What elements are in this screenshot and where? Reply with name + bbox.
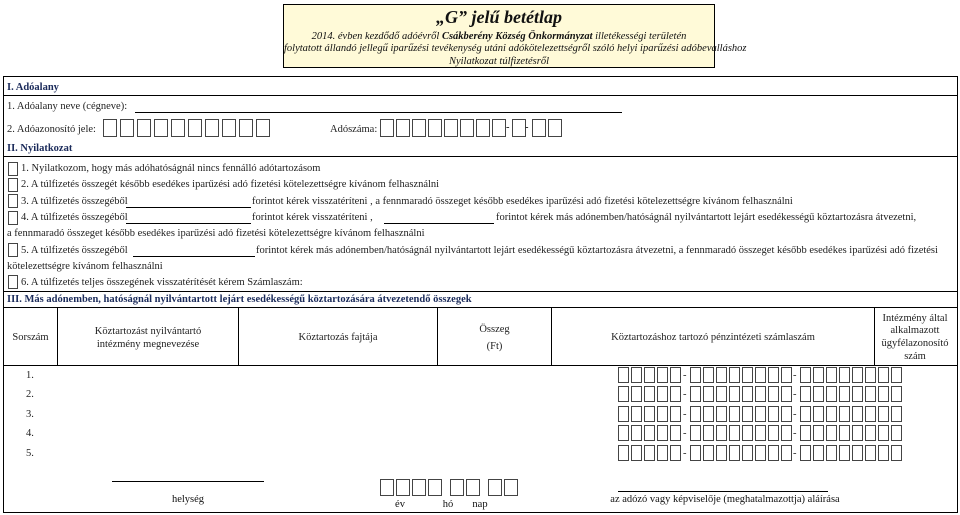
refund-amount-field[interactable] (126, 197, 251, 208)
declaration-4-text-b: forintot kérek visszatéríteni , (252, 212, 373, 223)
declaration-5-text-b: forintot kérek más adónemben/hatóságnál nyilvántartott lejárt esedékességű köztartozásra átvezetni, a fennmaradó összeget később esedékes iparűzési adó fizetési (256, 245, 938, 256)
col-header-account: Köztartozáshoz tartozó pénzintézeti számlaszám (611, 332, 815, 343)
day-label: nap (472, 499, 488, 510)
taxpayer-name-label: 1. Adóalany neve (cégneve): (7, 101, 128, 112)
account-dash: - (793, 448, 797, 459)
transfer-amount-field[interactable] (384, 213, 494, 224)
account-dash: - (793, 389, 797, 400)
table-header-bottom (4, 365, 958, 366)
divider (4, 95, 958, 96)
row-number: 5. (26, 448, 34, 459)
col-header-institution-1: Köztartozást nyilvántartó (94, 326, 202, 337)
header-line-3: Nyilatkozat túlfizetésről (448, 56, 550, 67)
header-line-2: folytatott állandó jellegű iparűzési tevékenység utáni adókötelezettségről szóló helyi iparűzési adóbevalláshoz (284, 43, 747, 54)
signature-field[interactable] (618, 491, 828, 492)
col-header-client-id-1: Intézmény által (882, 313, 948, 324)
transfer-amount-field[interactable] (133, 246, 255, 257)
row-number: 3. (26, 409, 34, 420)
declaration-3-checkbox[interactable] (8, 194, 18, 208)
form-title: „G” jelű betétlap (436, 7, 562, 27)
declaration-3-text-b: forintot kérek visszatéríteni , a fennmaradó összeget később esedékes iparűzési adó fizetési kötelezettségre kívánom felhasználni (252, 196, 793, 207)
divider (4, 156, 958, 157)
account-dash: - (683, 448, 687, 459)
form-header (283, 4, 747, 68)
account-dash: - (683, 370, 687, 381)
declaration-2-text: 2. A túlfizetés összegét később esedékes iparűzési adó fizetési kötelezettségre kívánom felhasználni (21, 179, 440, 190)
signature-label: az adózó vagy képviselője (meghatalmazottja) aláírása (610, 494, 840, 505)
header-line-1: 2014. évben kezdődő adóévről Csákberény Község Önkormányzat illetékességi területén (311, 31, 687, 42)
month-label: hó (442, 499, 454, 510)
row-number: 1. (26, 370, 34, 381)
col-header-number: Sorszám (12, 332, 49, 343)
declaration-4-checkbox[interactable] (8, 211, 18, 225)
col-header-client-id-3: ügyfélazonosító (881, 338, 949, 349)
refund-amount-field[interactable] (126, 213, 251, 224)
col-header-client-id-4: szám (904, 351, 926, 362)
col-header-amount-1: Összeg (479, 324, 510, 335)
row-number: 4. (26, 428, 34, 439)
municipality-name: Csákberény Község Önkormányzat (441, 31, 593, 42)
account-dash: - (793, 428, 797, 439)
taxpayer-name-field[interactable] (135, 100, 622, 113)
declaration-4-text-c: forintot kérek más adónemben/hatóságnál nyilvántartott lejárt esedékességű köztartozásra átvezetni, (496, 212, 917, 223)
col-header-institution-2: intézmény megnevezése (96, 339, 200, 350)
account-dash: - (683, 409, 687, 420)
declaration-5-text-a: 5. A túlfizetés összegéből (21, 245, 128, 256)
section-2-title: II. Nyilatkozat (7, 143, 73, 154)
place-field[interactable] (112, 481, 264, 482)
declaration-4-text-a: 4. A túlfizetés összegéből (21, 212, 128, 223)
declaration-1-text: 1. Nyilatkozom, hogy más adóhatóságnál nincs fennálló adótartozásom (21, 163, 321, 174)
section-1-title: I. Adóalany (7, 82, 59, 93)
col-header-amount-2: (Ft) (486, 341, 503, 352)
account-dash: - (793, 409, 797, 420)
divider (4, 291, 958, 292)
declaration-4-text-d: a fennmaradó összeget később esedékes iparűzési adó fizetési kötelezettségre kívánom felhasználni (7, 228, 425, 239)
declaration-1-checkbox[interactable] (8, 162, 18, 176)
table-col-divider (437, 307, 438, 365)
account-dash: - (683, 428, 687, 439)
declaration-5-text-c: kötelezettségre kívánom felhasználni (7, 261, 163, 272)
tax-number-label: Adószáma: (330, 124, 378, 135)
section-3-title: III. Más adónemben, hatóságnál nyilvántartott lejárt esedékességű köztartozására átvezetendő összegek (7, 294, 472, 305)
tax-number-dash-2: - (525, 122, 529, 133)
year-label: év (395, 499, 405, 510)
declaration-2-checkbox[interactable] (8, 178, 18, 192)
place-label: helység (171, 494, 205, 505)
tax-id-label: 2. Adóazonosító jele: (7, 124, 96, 135)
row-number: 2. (26, 389, 34, 400)
declaration-6-checkbox[interactable] (8, 275, 18, 289)
col-header-client-id-2: alkalmazott (890, 325, 940, 336)
declaration-5-checkbox[interactable] (8, 243, 18, 257)
declaration-3-text-a: 3. A túlfizetés összegéből (21, 196, 128, 207)
account-dash: - (683, 389, 687, 400)
declaration-6-text: 6. A túlfizetés teljes összegének visszatérítését kérem Számlaszám: (21, 277, 303, 288)
col-header-debt-type: Köztartozás fajtája (298, 332, 378, 343)
tax-number-dash-1: - (506, 122, 510, 133)
divider (4, 307, 958, 308)
account-dash: - (793, 370, 797, 381)
